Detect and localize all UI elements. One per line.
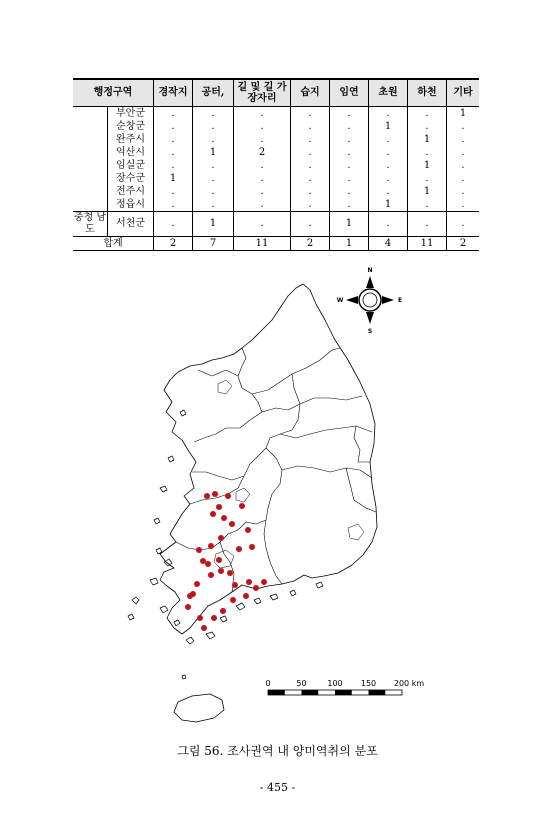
- occurrence-dot: [229, 521, 235, 527]
- occurrence-dot: [201, 625, 207, 631]
- value-cell: .: [369, 212, 408, 237]
- value-cell: .: [330, 120, 369, 133]
- table-row: [73, 172, 479, 185]
- header-farmland: 경작지: [154, 79, 193, 107]
- occurrence-dot: [216, 557, 222, 563]
- occurrence-dot: [246, 579, 252, 585]
- value-cell: .: [234, 120, 291, 133]
- header-forest-edge: 임연: [330, 79, 369, 107]
- province-cell: 충청 남도: [73, 212, 107, 235]
- value-cell: .: [193, 159, 234, 172]
- value-cell: .: [234, 159, 291, 172]
- value-cell: .: [408, 107, 447, 121]
- header-roadside-label: 길 및 길 가장자리: [237, 82, 287, 104]
- header-vacant-lot: 공터,: [193, 79, 234, 107]
- value-cell: .: [291, 107, 330, 121]
- occurrence-dot: [236, 546, 242, 552]
- table-row: [73, 212, 479, 237]
- total-cell: 2: [447, 237, 480, 251]
- value-cell: .: [154, 198, 193, 212]
- value-cell: .: [234, 185, 291, 198]
- occurrence-dot: [196, 547, 202, 553]
- occurrence-points: [185, 491, 267, 631]
- value-cell: .: [369, 133, 408, 146]
- value-cell: .: [408, 146, 447, 159]
- occurrence-dot: [225, 493, 231, 499]
- value-cell: .: [447, 120, 480, 133]
- table-row: [73, 185, 479, 198]
- header-admin-area: 행정구역: [73, 79, 154, 107]
- district-cell: 순창군: [108, 120, 154, 133]
- occurrence-dot: [218, 535, 224, 541]
- province-borders: [176, 348, 376, 592]
- figure-caption: 그림 56. 조사권역 내 양미역취의 분포: [177, 744, 378, 758]
- page-number: - 455 -: [259, 781, 296, 794]
- value-cell: .: [154, 120, 193, 133]
- value-cell: 1: [193, 146, 234, 159]
- value-cell: .: [234, 172, 291, 185]
- value-cell: .: [369, 185, 408, 198]
- value-cell: .: [291, 159, 330, 172]
- total-cell: 7: [193, 237, 234, 251]
- province-cell: [73, 107, 108, 212]
- value-cell: .: [154, 107, 193, 121]
- occurrence-dot: [230, 597, 236, 603]
- occurrence-dot: [208, 543, 214, 549]
- scale-label-150: 150: [360, 679, 377, 688]
- occurrence-dot: [212, 491, 218, 497]
- value-cell: .: [447, 146, 480, 159]
- value-cell: .: [330, 133, 369, 146]
- district-cell: 완주시: [108, 133, 154, 146]
- header-other: 기타: [447, 79, 480, 107]
- value-cell: .: [193, 107, 234, 121]
- value-cell: .: [193, 172, 234, 185]
- scale-bar: [265, 679, 424, 695]
- header-roadside: [234, 79, 291, 107]
- district-cell: 장수군: [108, 172, 154, 185]
- occurrence-dot: [227, 570, 233, 576]
- total-cell: 1: [330, 237, 369, 251]
- occurrence-dot: [220, 608, 226, 614]
- total-cell: 11: [408, 237, 447, 251]
- value-cell: .: [193, 133, 234, 146]
- table-header-row: [73, 79, 479, 107]
- total-row: [73, 237, 479, 251]
- occurrence-dot: [239, 503, 245, 509]
- occurrence-dot: [218, 568, 224, 574]
- scale-label-100: 100: [327, 679, 343, 688]
- table-row: [73, 133, 479, 146]
- occurrence-dot: [216, 504, 222, 510]
- compass-s: S: [367, 328, 373, 335]
- occurrence-dot: [261, 579, 267, 585]
- occurrence-dot: [200, 558, 206, 564]
- value-cell: .: [234, 133, 291, 146]
- compass-rose: [337, 267, 402, 335]
- value-cell: .: [291, 133, 330, 146]
- district-cell: 서천군: [108, 212, 154, 237]
- value-cell: .: [369, 146, 408, 159]
- species-habitat-table: [73, 78, 479, 251]
- occurrence-dot: [197, 615, 203, 621]
- occurrence-dot: [221, 515, 227, 521]
- value-cell: .: [291, 198, 330, 212]
- scale-label-0: 0: [265, 679, 271, 688]
- value-cell: 2: [234, 146, 291, 159]
- value-cell: .: [447, 172, 480, 185]
- value-cell: .: [330, 107, 369, 121]
- occurrence-dot: [245, 527, 251, 533]
- table-row: [73, 198, 479, 212]
- value-cell: 1: [447, 107, 480, 121]
- scale-label-200: 200 km: [393, 679, 425, 688]
- occurrence-dot: [190, 591, 196, 597]
- occurrence-dot: [185, 604, 191, 610]
- value-cell: .: [369, 107, 408, 121]
- district-cell: 익산시: [108, 146, 154, 159]
- district-cell: 부안군: [108, 107, 154, 121]
- value-cell: .: [291, 172, 330, 185]
- value-cell: 1: [154, 172, 193, 185]
- value-cell: .: [330, 185, 369, 198]
- value-cell: .: [447, 133, 480, 146]
- jeju-island: [174, 694, 224, 722]
- value-cell: .: [193, 120, 234, 133]
- compass-e: E: [397, 297, 403, 304]
- compass-w: W: [336, 297, 344, 304]
- value-cell: .: [330, 172, 369, 185]
- occurrence-dot: [232, 582, 238, 588]
- value-cell: .: [154, 133, 193, 146]
- value-cell: 1: [408, 133, 447, 146]
- value-cell: .: [234, 107, 291, 121]
- value-cell: .: [154, 146, 193, 159]
- value-cell: .: [234, 198, 291, 212]
- table-row: [73, 146, 479, 159]
- value-cell: .: [369, 172, 408, 185]
- occurrence-dot: [204, 493, 210, 499]
- header-grassland: 초원: [369, 79, 408, 107]
- value-cell: .: [408, 212, 447, 237]
- value-cell: .: [330, 146, 369, 159]
- occurrence-dot: [205, 561, 211, 567]
- value-cell: .: [330, 198, 369, 212]
- occurrence-dot: [211, 615, 217, 621]
- occurrence-dot: [253, 585, 259, 591]
- value-cell: .: [408, 120, 447, 133]
- value-cell: 1: [369, 198, 408, 212]
- total-label: 합계: [73, 237, 154, 251]
- value-cell: .: [408, 172, 447, 185]
- header-wetland: 습지: [291, 79, 330, 107]
- mainland-outline: [160, 284, 377, 634]
- value-cell: .: [447, 198, 480, 212]
- district-cell: 전주시: [108, 185, 154, 198]
- value-cell: .: [447, 212, 480, 237]
- header-stream: 하천: [408, 79, 447, 107]
- occurrence-dot: [243, 593, 249, 599]
- occurrence-dot: [194, 581, 200, 587]
- city-boundaries: [214, 380, 364, 568]
- total-cell: 11: [234, 237, 291, 251]
- distribution-map: [120, 262, 430, 737]
- scale-label-50: 50: [296, 679, 307, 688]
- value-cell: .: [447, 159, 480, 172]
- value-cell: 1: [330, 212, 369, 237]
- value-cell: 1: [408, 185, 447, 198]
- value-cell: .: [408, 198, 447, 212]
- table-row: [73, 120, 479, 133]
- value-cell: 1: [408, 159, 447, 172]
- value-cell: .: [234, 212, 291, 237]
- value-cell: .: [154, 159, 193, 172]
- value-cell: .: [447, 185, 480, 198]
- district-cell: 정읍시: [108, 198, 154, 212]
- value-cell: .: [291, 146, 330, 159]
- total-cell: 2: [291, 237, 330, 251]
- occurrence-dot: [249, 544, 255, 550]
- total-cell: 2: [154, 237, 193, 251]
- occurrence-dot: [208, 572, 214, 578]
- occurrence-dot: [210, 511, 216, 517]
- district-cell: 임실군: [108, 159, 154, 172]
- value-cell: .: [291, 212, 330, 237]
- value-cell: .: [154, 185, 193, 198]
- total-cell: 4: [369, 237, 408, 251]
- value-cell: .: [154, 212, 193, 237]
- value-cell: .: [193, 185, 234, 198]
- small-islands: [128, 410, 323, 679]
- value-cell: 1: [193, 212, 234, 237]
- value-cell: .: [369, 159, 408, 172]
- value-cell: .: [330, 159, 369, 172]
- table-row: [73, 107, 479, 121]
- value-cell: 1: [369, 120, 408, 133]
- table-row: [73, 159, 479, 172]
- value-cell: .: [291, 120, 330, 133]
- value-cell: .: [291, 185, 330, 198]
- value-cell: .: [193, 198, 234, 212]
- compass-n: N: [367, 267, 373, 274]
